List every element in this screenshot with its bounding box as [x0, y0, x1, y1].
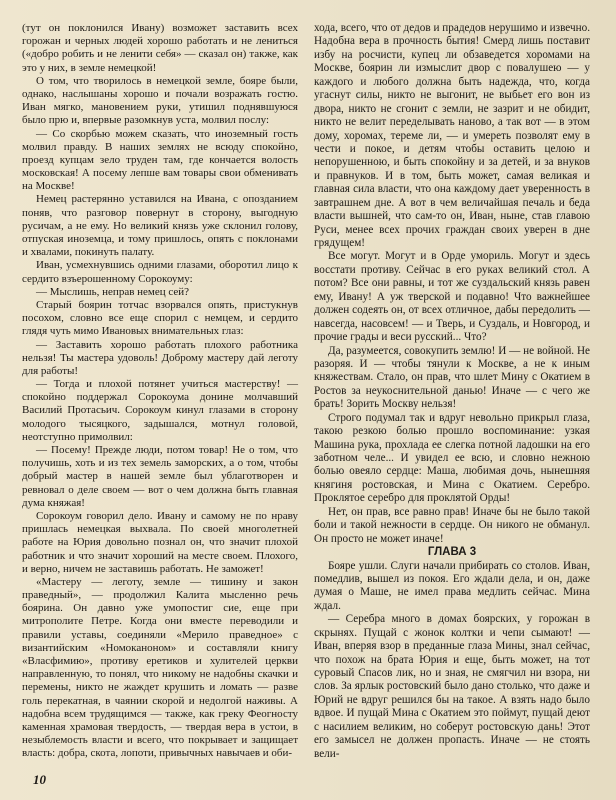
paragraph: Да, разумеется, совокупить землю! И — не войной. Не разоряя. И — чтобы тянули к Москве, а не к иным княжествам. Стало, он прав, что шлет Мину с Окатием в Ростов за неукоснительной данью! Иначе — с чего же брать! Зорить Москву нельзя!: [314, 344, 590, 411]
paragraph: — Мыслишь, неправ немец сей?: [36, 285, 190, 298]
right-text-column: [314, 22, 590, 761]
paragraph: — Посему! Прежде люди, потом товар! Не о том, что получишь, хоть и из тех земель заморских, а о том, чтобы добрый мастер в нашей земле был ублаготворен и ревновал о деле своем — вот о чем должна быть главная дума княжая!: [22, 444, 298, 509]
paragraph: Немец растерянно уставился на Ивана, с опозданием поняв, что разговор повернут в сторону, выгодную русичам, а не ему. Но великий князь уже склонил голову, отпуская иноземца, и тому пришлось, опять с поклонами и хвалами, покинуть палату.: [22, 193, 298, 259]
paragraph: О том, что творилось в немецкой земле, бояре были, однако, наслышаны хорошо и почали возражать гостю. Иван мягко, мановением руки, утишил поднявшуюся было прю и, впервые разомкнув уста, молвил послу:: [22, 74, 298, 127]
paragraph: Сорокоум говорил дело. Ивану и самому не по нраву пришлась немецкая выхвала. По своей многолетней работе на Юрия довольно познал он, что значит плохой работник и что значит хороший на месте своем. Плохого, и верно, ничем не заставишь работать. Не заможет!: [22, 509, 298, 575]
paragraph: (тут он поклонился Ивану) возможет заставить всех горожан и черных людей хорошо работать и не лениться («добро робить и не ленити себя» — сказал он) также, как это у них, в земле немецкой!: [22, 22, 298, 74]
paragraph: Нет, он прав, все равно прав! Иначе бы не было такой боли и такой нежности в сердце. Он никого не обманул. Он просто не может иначе!: [314, 505, 590, 545]
left-text-column: [22, 22, 298, 761]
paragraph: — Со скорбью можем сказать, что иноземный гость молвил правду. В наших землях не всюду спокойно, проезд купцам зело труден там, где кончается волость московская! А посему лепше вам товары свои обменивать на Москве!: [22, 127, 298, 193]
paragraph: — Заставить хорошо работать плохого работника нельзя! Ты мастера удоволь! Доброму мастеру дай леготу для работы!: [22, 338, 298, 377]
paragraph: Старый боярин тотчас взорвался опять, пристукнув посохом, словно все еще спорил с немцем, и сердито глядя чуть мимо Ивановых внимательных глаз:: [22, 298, 298, 338]
paragraph: — Серебра много в домах боярских, у горожан в скрынях. Пущай с жонок колтки и чепи сымают! — Иван, вперяя взор в преданные глаза Мины, знал сейчас, что похож на брата Юрия и еще, быть может, на тот суровый Спасов лик, но и зная, не смягчил ни взора, ни слов. За ярлык ростовский было дано столько, что даже и Юрий не вдруг решился бы на такое. А взять надо было вдвое. И пущай Мина с Окатием это поймут, пущай деют с насилием великим, но соберут ростовскую дань! Этот его замысел не должен пропасть. Иначе — не стоять вели-: [314, 613, 590, 760]
paragraph: Строго подумал так и вдруг невольно прикрыл глаза, такою резкою болью прошло воспоминание: узкая Машина рука, прохлада ее слегка потной ладошки на его заботном челе... И увидел ее всю, и словно нежною болью овеяло сердце: Маша, любимая дочь, нынешняя княгиня ростовская, и Мина с Окатием. Серебро. Проклятое серебро для проклятой Орды!: [314, 411, 590, 505]
paragraph: Все могут. Могут и в Орде умориль. Могут и здесь восстати противу. Сейчас в его руках великий стол. А потом? Все они равны, и тот же суздальский князь равен ему, Ивану! А уж тверской и подавно! Что важнейшее должен содеять он, от всех отличное, дабы передолить — навсегда, насовсем! — и Тверь, и Суздаль, и Новгород, и прочие грады и веси русский... Что?: [314, 250, 590, 344]
page-number: 10: [33, 772, 46, 787]
paragraph: хода, всего, что от дедов и прадедов нерушимо и извечно. Надобна вера в прочность бытия! Смерд лишь поставит избу на росчисти, купец ли обзаведется хоромами на Москве, боярин ли измыслит двор с повалушею — у каждого и любого должна быть надежда, что, когда угаснут силы, никто не выгонит, не выбьет его вон из двора, никто не сгонит с земли, не зазрит и не обидит, никто не велит переделывать наново, а так вот — в этом дому, хоромах, тереме ли, — и умереть позволят ему в чести и покое, и детям чтобы оставить целою и непорушенною, и быть спокойну и за детей, и за внуков и правнуков. И в том, быть может, самая великая и главная сила власти, что она каждому дает уверенность в завтрашнем дне. А вот в чем величайшая печаль и беда власти вышней, что сам-то он, Иван, ныне, став главою Руси, менее всех прочих граждан своих уверен в дне грядущем!: [314, 22, 590, 249]
paragraph: «Мастеру — леготу, земле — тишину и закон праведный», — продолжил Калита мысленно речь боярина. Он давно уже умопостиг сие, еще при митрополите Петре. Когда они вместе переводили и правили уставы, соединяли «Мерило праведное» с византийским «Номоканоном» и составляли книгу «Власфимию», противу еретиков и хулителей церкви направленную, то понял, что никому не надобны скачки и перемены, никто не жаждет крушить и ломать — разве голь перекатная, в чаянии скорой и недолгой наживы. А надобна всем трудящимся — также, как греку Феогносту каменная храмовая твердость, — твердая вера в устои, в незыблемость власти и всего, что покрывает и защищает власть: добра, скота, лопоти, привычных навычаев и оби-: [22, 575, 298, 760]
paragraph: Бояре ушли. Слуги начали прибирать со столов. Иван, помедлив, вышел из покоя. Его ждали дела, и он, даже думая о Маше, не имел права медлить сейчас. Мина ждал.: [314, 559, 590, 612]
paragraph: — Тогда и плохой потянет учиться мастерству! — спокойно поддержал Сорокоума донине молчавший Василий Протасьич. Сорокоум кинул глазами в сторону молодого тысяцкого, задышался, мотнул головой, неотступно примолвил:: [22, 378, 298, 443]
paragraph: Иван, усмехнувшись одними глазами, оборотил лицо к сердито взъерошенному Сорокоуму:: [22, 259, 298, 285]
chapter-heading: ГЛАВА 3: [427, 546, 477, 559]
